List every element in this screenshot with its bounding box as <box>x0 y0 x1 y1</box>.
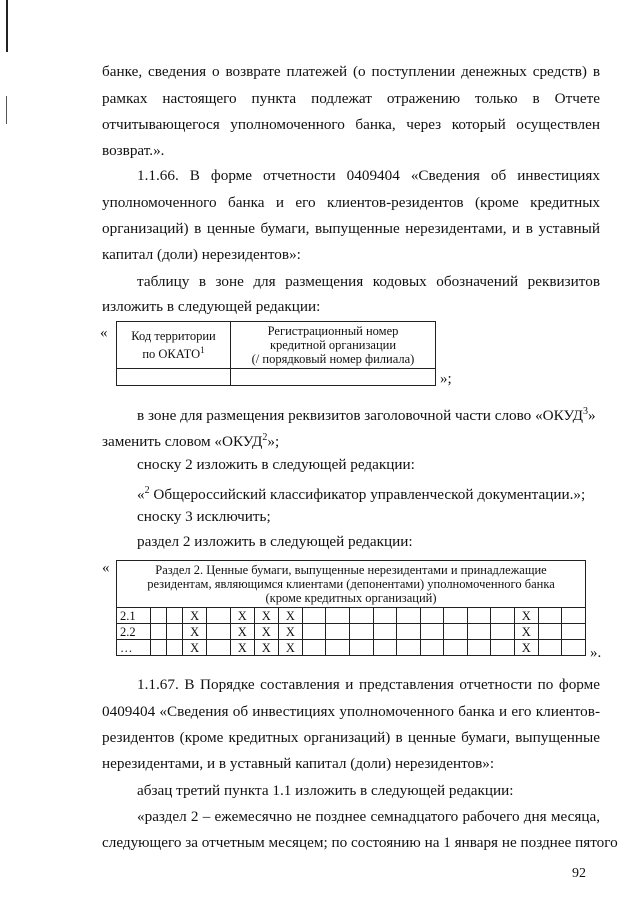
row-code: … <box>117 640 151 656</box>
table-cell <box>444 608 468 624</box>
table-cell: X <box>183 640 207 656</box>
table-row <box>117 640 586 656</box>
table-cell <box>350 608 374 624</box>
codes-table <box>116 321 436 386</box>
table-cell <box>373 640 397 656</box>
table-cell <box>397 624 421 640</box>
table-cell <box>538 640 562 656</box>
table-cell <box>302 624 326 640</box>
table-cell <box>420 640 444 656</box>
table-cell <box>326 640 350 656</box>
paragraph-line: сноску 3 исключить; <box>137 508 271 525</box>
table-cell <box>350 624 374 640</box>
table-cell <box>562 624 586 640</box>
okato-cell <box>117 369 231 386</box>
registration-number-header: Регистрационный номер кредитной организации (/ порядковый номер филиала) <box>231 322 436 369</box>
table-cell: X <box>514 624 538 640</box>
paragraph-line: сноску 2 изложить в следующей редакции: <box>137 456 415 473</box>
table-cell <box>151 624 167 640</box>
paragraph-line: изложить в следующей редакции: <box>102 298 321 315</box>
open-quote: « <box>100 325 108 341</box>
table-cell <box>444 624 468 640</box>
table-cell: X <box>254 640 278 656</box>
paragraph-line: 1.1.67. В Порядке составления и представления отчетности по форме <box>137 676 600 693</box>
table-cell <box>562 608 586 624</box>
table-cell <box>167 640 183 656</box>
paragraph-line: отчитывающегося уполномоченного банка, через который осуществлен <box>102 116 600 133</box>
paragraph-line: банке, сведения о возврате платежей (о поступлении денежных средств) в <box>102 63 600 80</box>
paragraph-line: заменить словом «ОКУД$^2$»; <box>102 432 280 451</box>
paragraph-line: «раздел 2 – ежемесячно не позднее семнадцатого рабочего дня месяца, <box>137 808 600 825</box>
table-cell: X <box>254 624 278 640</box>
close-quote: »; <box>440 371 452 387</box>
table-cell <box>491 608 515 624</box>
table-cell <box>207 624 231 640</box>
table-cell <box>350 640 374 656</box>
table-cell <box>444 640 468 656</box>
page-number: 92 <box>572 866 586 881</box>
table-cell: X <box>230 608 254 624</box>
table-cell <box>151 608 167 624</box>
table-cell <box>151 640 167 656</box>
paragraph-line: капитал (доли) нерезидентов»: <box>102 246 301 263</box>
table-cell <box>538 608 562 624</box>
table-cell <box>397 608 421 624</box>
margin-mark <box>6 0 8 52</box>
table-cell: X <box>230 640 254 656</box>
table-cell: X <box>183 624 207 640</box>
table-cell <box>167 624 183 640</box>
paragraph-line: возврат.». <box>102 142 165 159</box>
table-row <box>117 608 586 624</box>
table-row <box>117 624 586 640</box>
paragraph-line: уполномоченного банка и его клиентов-резидентов (кроме кредитных <box>102 194 600 211</box>
table-cell <box>167 608 183 624</box>
table-cell <box>207 640 231 656</box>
paragraph-line: следующего за отчетным месяцем; по состоянию на 1 января не позднее пятого <box>102 834 618 851</box>
table-cell <box>420 624 444 640</box>
table-cell: X <box>278 608 302 624</box>
paragraph-line: рамках настоящего пункта подлежат отражению только в Отчете <box>102 90 600 107</box>
paragraph-line: 1.1.66. В форме отчетности 0409404 «Сведения об инвестициях <box>137 167 600 184</box>
open-quote: « <box>102 560 110 576</box>
table-cell: X <box>278 624 302 640</box>
okato-header: Код территории по ОКАТО$^1$ <box>117 322 231 369</box>
table-cell <box>397 640 421 656</box>
table-cell <box>207 608 231 624</box>
table-cell <box>326 624 350 640</box>
paragraph-line: резидентов (кроме кредитных организаций) в ценные бумаги, выпущенные <box>102 729 600 746</box>
paragraph-line: таблицу в зоне для размещения кодовых обозначений реквизитов <box>137 273 600 290</box>
section2-header: Раздел 2. Ценные бумаги, выпущенные нерезидентами и принадлежащие резидентам, являющимся клиентами (депонентами) уполномоченного банка (кроме кредитных организаций) <box>117 561 586 608</box>
paragraph-line: 0409404 «Сведения об инвестициях уполномоченного банка и его клиентов- <box>102 703 600 720</box>
table-cell <box>538 624 562 640</box>
table-cell <box>467 640 491 656</box>
table-cell <box>302 608 326 624</box>
table-cell <box>491 640 515 656</box>
paragraph-line: нерезидентами, и в уставный капитал (доли) нерезидентов»: <box>102 755 495 772</box>
registration-number-cell <box>231 369 436 386</box>
table-cell: X <box>254 608 278 624</box>
table-cell: X <box>514 640 538 656</box>
table-cell <box>467 608 491 624</box>
row-code: 2.1 <box>117 608 151 624</box>
table-cell <box>420 608 444 624</box>
table-cell <box>562 640 586 656</box>
table-cell: X <box>230 624 254 640</box>
section2-table <box>116 560 586 656</box>
margin-mark <box>6 96 7 124</box>
table-cell: X <box>183 608 207 624</box>
paragraph-line: раздел 2 изложить в следующей редакции: <box>137 533 413 550</box>
table-cell <box>491 624 515 640</box>
table-cell <box>302 640 326 656</box>
table-cell: X <box>514 608 538 624</box>
close-quote: ». <box>590 645 602 661</box>
table-cell <box>467 624 491 640</box>
table-cell <box>373 608 397 624</box>
table-cell <box>326 608 350 624</box>
row-code: 2.2 <box>117 624 151 640</box>
table-cell <box>373 624 397 640</box>
paragraph-line: организаций) в ценные бумаги, выпущенные нерезидентами, и в уставный <box>102 220 600 237</box>
paragraph-line: «$^2$ Общероссийский классификатор управленческой документации.»; <box>137 485 586 504</box>
paragraph-line: абзац третий пункта 1.1 изложить в следующей редакции: <box>137 782 514 799</box>
table-cell: X <box>278 640 302 656</box>
paragraph-line: в зоне для размещения реквизитов заголовочной части слово «ОКУД$^3$» <box>137 406 596 425</box>
